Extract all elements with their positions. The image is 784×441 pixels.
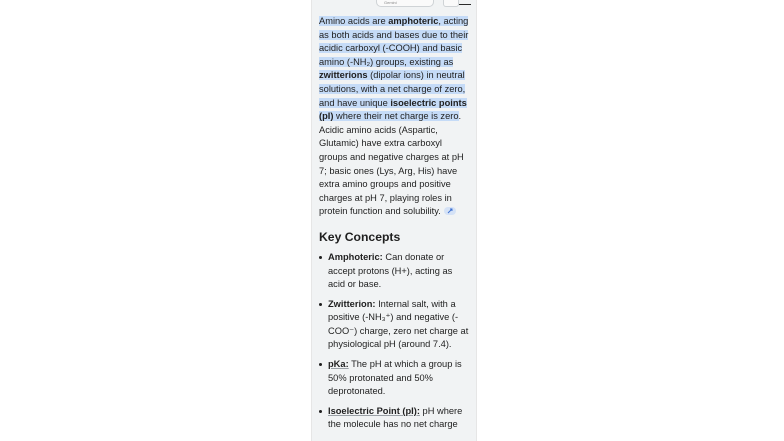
bullet-icon — [319, 363, 322, 366]
bold-term-amphoteric: amphoteric — [388, 16, 439, 26]
bullet-icon — [319, 410, 322, 413]
menu-icon[interactable] — [459, 1, 471, 5]
selected-text[interactable] — [319, 16, 468, 121]
list-item — [319, 405, 471, 432]
text-run: (dipolar ions) in neutral solutions, with a net charge of zero, and have unique — [319, 70, 466, 108]
concept-text: Internal salt, with a positive (-NH₃⁺) and negative (-COO⁻) charge, zero net charge at physiological pH (around 7.4). — [328, 298, 469, 350]
bold-term-isoelectric-points: isoelectric points (pI) — [319, 97, 467, 122]
bullet-icon — [319, 303, 322, 306]
top-tab-label: Gemini — [384, 0, 397, 5]
citation-link-icon[interactable] — [444, 207, 456, 215]
top-bar — [312, 0, 476, 9]
concept-term-link[interactable]: Isoelectric Point (pI): — [328, 405, 420, 416]
list-item — [319, 298, 471, 352]
answer-paragraph — [319, 15, 471, 219]
bullet-icon — [319, 256, 322, 259]
answer-content — [319, 15, 471, 438]
concept-text: The pH at which a group is 50% protonated and 50% deprotonated. — [328, 359, 462, 397]
bold-term-zwitterions: zwitterions — [319, 70, 368, 81]
section-heading: Key Concepts — [319, 229, 401, 244]
list-item — [319, 358, 471, 399]
concept-term: Amphoteric: — [328, 251, 383, 262]
text-run: Amino acids are — [319, 16, 389, 26]
text-run: . Acidic amino acids (Aspartic, Glutamic) have extra carboxyl groups and negative charges at pH 7; basic ones (Lys, Arg, His) have extra amino groups and positive charges at pH 7, playing roles in protein function and solubility. — [319, 111, 464, 217]
tabs-button[interactable] — [443, 0, 459, 7]
concept-text: pH where the molecule has no net charge — [328, 405, 463, 430]
list-item — [319, 251, 471, 292]
text-run: , acting as both acids and bases due to their acidic carboxyl (-COOH) and basic amino (-NH₂) groups, existing as — [319, 16, 469, 67]
concept-term-link[interactable]: pKa: — [328, 359, 349, 370]
key-concepts-list — [319, 251, 471, 432]
phone-screen — [311, 0, 477, 441]
concept-text: Can donate or accept protons (H+), acting as acid or base. — [328, 251, 453, 290]
concept-term: Zwitterion: — [328, 298, 376, 309]
text-run: where their net charge is zero — [333, 111, 459, 122]
